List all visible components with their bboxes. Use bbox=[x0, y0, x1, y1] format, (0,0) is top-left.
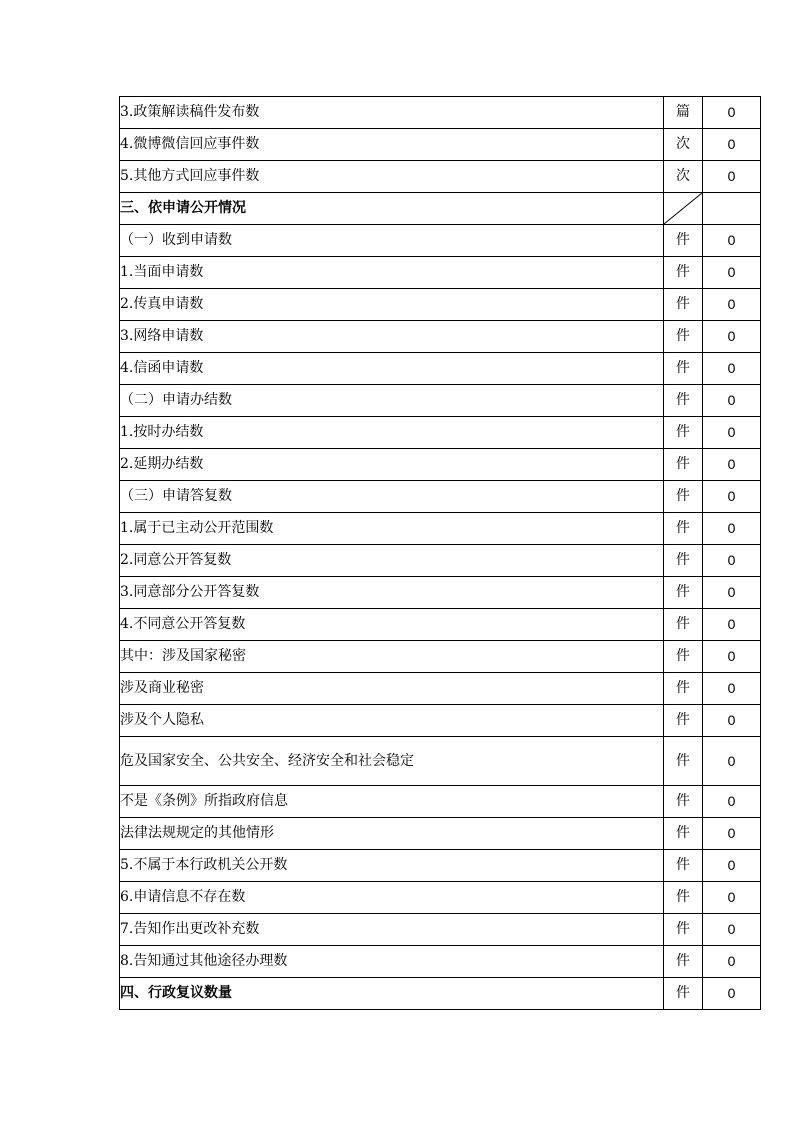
row-label: 4.不同意公开答复数 bbox=[120, 609, 664, 641]
row-unit: 件 bbox=[664, 481, 703, 513]
row-unit: 件 bbox=[664, 417, 703, 449]
row-unit: 件 bbox=[664, 257, 703, 289]
row-value: 0 bbox=[703, 705, 761, 737]
row-unit: 件 bbox=[664, 737, 703, 786]
row-unit: 件 bbox=[664, 545, 703, 577]
row-label: 2.同意公开答复数 bbox=[120, 545, 664, 577]
row-value: 0 bbox=[703, 289, 761, 321]
table-row bbox=[120, 481, 761, 513]
row-unit: 件 bbox=[664, 609, 703, 641]
table-row bbox=[120, 946, 761, 978]
row-unit: 次 bbox=[664, 161, 703, 193]
table-row bbox=[120, 417, 761, 449]
row-label: 不是《条例》所指政府信息 bbox=[120, 786, 664, 818]
row-value: 0 bbox=[703, 818, 761, 850]
row-unit: 次 bbox=[664, 129, 703, 161]
row-value: 0 bbox=[703, 321, 761, 353]
row-value: 0 bbox=[703, 545, 761, 577]
row-unit: 件 bbox=[664, 577, 703, 609]
table-row bbox=[120, 882, 761, 914]
table-row bbox=[120, 161, 761, 193]
table-row bbox=[120, 449, 761, 481]
row-value: 0 bbox=[703, 914, 761, 946]
table-row bbox=[120, 97, 761, 129]
row-value-empty bbox=[703, 193, 761, 225]
row-value: 0 bbox=[703, 481, 761, 513]
table-row bbox=[120, 353, 761, 385]
row-unit: 件 bbox=[664, 449, 703, 481]
row-label: 1.属于已主动公开范围数 bbox=[120, 513, 664, 545]
row-label: 涉及商业秘密 bbox=[120, 673, 664, 705]
row-value: 0 bbox=[703, 577, 761, 609]
row-unit: 篇 bbox=[664, 97, 703, 129]
row-value: 0 bbox=[703, 129, 761, 161]
row-unit: 件 bbox=[664, 353, 703, 385]
table-row bbox=[120, 914, 761, 946]
row-unit: 件 bbox=[664, 786, 703, 818]
row-label: 其中：涉及国家秘密 bbox=[120, 641, 664, 673]
row-label: 5.其他方式回应事件数 bbox=[120, 161, 664, 193]
row-unit: 件 bbox=[664, 673, 703, 705]
row-label: 4.微博微信回应事件数 bbox=[120, 129, 664, 161]
table-row bbox=[120, 225, 761, 257]
row-label: 1.当面申请数 bbox=[120, 257, 664, 289]
row-unit: 件 bbox=[664, 818, 703, 850]
table-row bbox=[120, 513, 761, 545]
table-row bbox=[120, 545, 761, 577]
row-label: 3.同意部分公开答复数 bbox=[120, 577, 664, 609]
row-unit: 件 bbox=[664, 641, 703, 673]
table-row bbox=[120, 850, 761, 882]
row-unit: 件 bbox=[664, 289, 703, 321]
row-value: 0 bbox=[703, 946, 761, 978]
table-row bbox=[120, 609, 761, 641]
table-row bbox=[120, 673, 761, 705]
row-value: 0 bbox=[703, 385, 761, 417]
row-value: 0 bbox=[703, 850, 761, 882]
row-label: 5.不属于本行政机关公开数 bbox=[120, 850, 664, 882]
row-value: 0 bbox=[703, 449, 761, 481]
row-unit: 件 bbox=[664, 321, 703, 353]
table-row bbox=[120, 321, 761, 353]
table-row bbox=[120, 289, 761, 321]
row-value: 0 bbox=[703, 882, 761, 914]
row-value: 0 bbox=[703, 673, 761, 705]
table-row bbox=[120, 385, 761, 417]
row-label: 3.网络申请数 bbox=[120, 321, 664, 353]
section-title: 四、行政复议数量 bbox=[120, 978, 664, 1010]
row-value: 0 bbox=[703, 417, 761, 449]
row-value: 0 bbox=[703, 641, 761, 673]
diagonal-slash-cell bbox=[664, 193, 703, 225]
row-value: 0 bbox=[703, 161, 761, 193]
row-value: 0 bbox=[703, 257, 761, 289]
row-label: 3.政策解读稿件发布数 bbox=[120, 97, 664, 129]
row-label: 4.信函申请数 bbox=[120, 353, 664, 385]
row-value: 0 bbox=[703, 513, 761, 545]
row-unit: 件 bbox=[664, 946, 703, 978]
row-unit: 件 bbox=[664, 914, 703, 946]
row-value: 0 bbox=[703, 97, 761, 129]
row-label: （二）申请办结数 bbox=[120, 385, 664, 417]
table-row bbox=[120, 786, 761, 818]
row-value: 0 bbox=[703, 978, 761, 1010]
row-value: 0 bbox=[703, 609, 761, 641]
row-value: 0 bbox=[703, 737, 761, 786]
section-title: 三、依申请公开情况 bbox=[120, 193, 664, 225]
row-unit: 件 bbox=[664, 513, 703, 545]
diagonal-line bbox=[664, 193, 702, 224]
table-row bbox=[120, 641, 761, 673]
row-label: 2.延期办结数 bbox=[120, 449, 664, 481]
row-value: 0 bbox=[703, 786, 761, 818]
row-label: 7.告知作出更改补充数 bbox=[120, 914, 664, 946]
row-label: 1.按时办结数 bbox=[120, 417, 664, 449]
row-unit: 件 bbox=[664, 978, 703, 1010]
row-unit: 件 bbox=[664, 225, 703, 257]
row-label: 8.告知通过其他途径办理数 bbox=[120, 946, 664, 978]
row-label: （三）申请答复数 bbox=[120, 481, 664, 513]
statistics-table bbox=[119, 96, 761, 1010]
row-label: 2.传真申请数 bbox=[120, 289, 664, 321]
row-unit: 件 bbox=[664, 882, 703, 914]
row-label bbox=[120, 737, 664, 786]
table-row bbox=[120, 737, 761, 786]
row-unit: 件 bbox=[664, 385, 703, 417]
table-row bbox=[120, 818, 761, 850]
table-row bbox=[120, 705, 761, 737]
row-label: 6.申请信息不存在数 bbox=[120, 882, 664, 914]
section-header-row bbox=[120, 978, 761, 1010]
row-value: 0 bbox=[703, 353, 761, 385]
row-label: （一）收到申请数 bbox=[120, 225, 664, 257]
row-label: 法律法规规定的其他情形 bbox=[120, 818, 664, 850]
row-label: 涉及个人隐私 bbox=[120, 705, 664, 737]
table-row bbox=[120, 129, 761, 161]
row-unit: 件 bbox=[664, 705, 703, 737]
section-header-row bbox=[120, 193, 761, 225]
row-value: 0 bbox=[703, 225, 761, 257]
table-row bbox=[120, 577, 761, 609]
row-unit: 件 bbox=[664, 850, 703, 882]
table-row bbox=[120, 257, 761, 289]
wrapped-label: 危及国家安全、公共安全、经济安全和社会稳定 bbox=[120, 752, 414, 769]
